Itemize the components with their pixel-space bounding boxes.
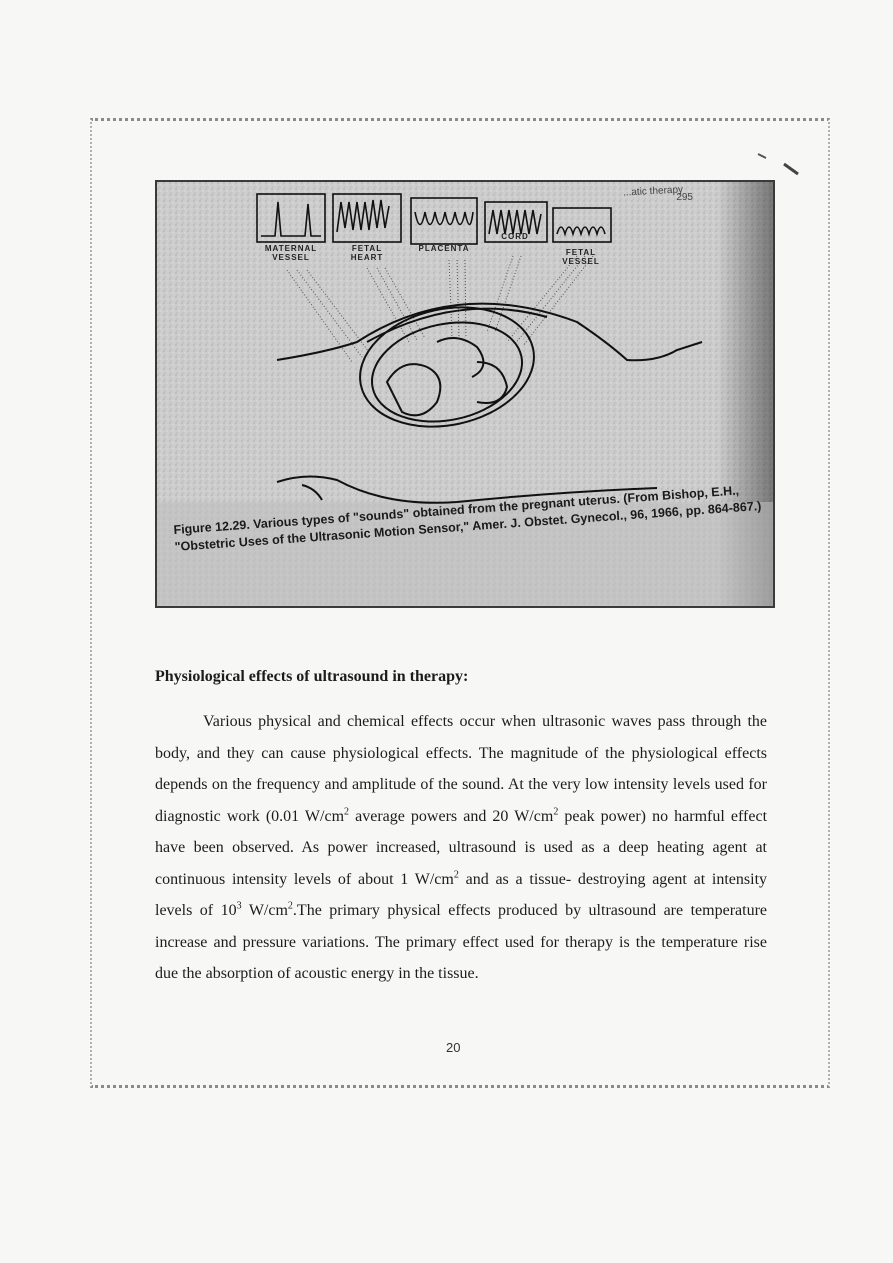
section-heading: Physiological effects of ultrasound in therapy: [155, 668, 469, 685]
paragraph-text-6: .The primary physical effects produced by ultrasound are temperature increase and pressure variations. The primary effect used for therapy is the temperature rise due the absorption of acoustic energy in the tissue. [155, 902, 767, 982]
figure-page-number: 295 [676, 192, 693, 203]
paragraph-text-2: average powers and 20 W/cm [349, 807, 554, 825]
paragraph-text-1: Various physical and chemical effects occur when ultrasonic waves pass through the body, and they can cause physiological effects. The magnitude of the physiological effects depends on the frequency and amplitude of the sound. At the very low intensity levels used for diagnostic work (0.01 W/cm [155, 713, 767, 825]
wave-label-fetal-heart: FETAL HEART [350, 244, 384, 262]
superscript-2: 2 [453, 869, 459, 881]
superscript-2: 2 [287, 900, 293, 912]
paragraph-text-5: W/cm [241, 902, 288, 919]
figure-ultrasound-sounds [155, 180, 775, 608]
wave-label-fetal-vessel: FETAL VESSEL [562, 248, 600, 266]
superscript-3: 3 [236, 900, 242, 912]
paragraph-text-4: and as a tissue- destroying agent at intensity levels of 10 [155, 870, 768, 919]
superscript-2: 2 [344, 806, 350, 818]
page-number: 20 [446, 1040, 461, 1055]
wave-label-placenta: PLACENTA [418, 244, 470, 253]
body-paragraph [155, 706, 767, 990]
paragraph-text-3: peak power) no harmful effect have been observed. As power increased, ultrasound is used as a deep heating agent at continuous intensity levels of about 1 W/cm [155, 807, 768, 888]
figure-header-text: ...atic therapy [622, 184, 684, 199]
figure-caption: Figure 12.29. Various types of "sounds" obtained from the pregnant uterus. (From Bishop, E.H., "Obstetric Uses of the Ultrasonic Motion Sensor," Amer. J. Obstet. Gynecol., 96, 1966, pp. 864-867.) [173, 483, 762, 554]
superscript-2: 2 [553, 806, 559, 818]
wave-label-cord: CORD [501, 232, 529, 241]
wave-label-maternal-vessel: MATERNAL VESSEL [264, 244, 318, 262]
corner-mark-decoration [756, 150, 806, 180]
